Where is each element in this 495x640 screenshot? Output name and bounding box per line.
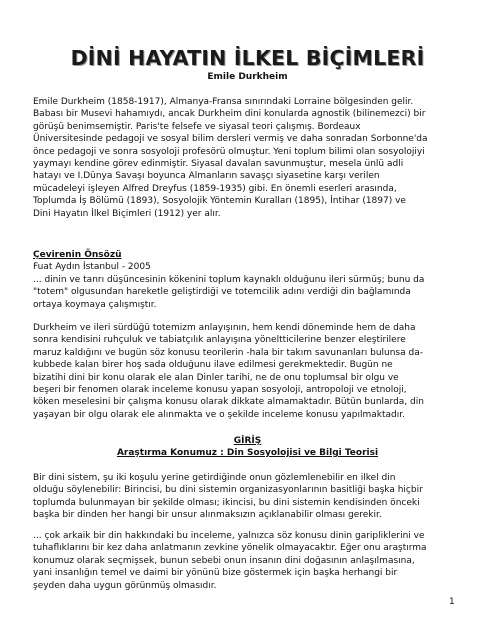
document-title: DİNİ HAYATIN İLKEL BİÇİMLERİ — [70, 46, 425, 70]
durkheim-line: köken meselesini bir çalışma konusu olarak dikkate almamaktadır. Bütün bunlarda, din — [33, 397, 424, 408]
intro-line: Üniversitesinde pedagoji ve sosyal bilim dersleri vermiş ve daha sonradan Sorbonne'da — [33, 134, 428, 145]
translator-line: ... dinin ve tanrı düşüncesinin kökenini toplum kaynaklı olduğunu ileri sürmüş; bunu da — [33, 275, 425, 285]
giris-heading — [0, 436, 495, 446]
giris-subheading-text: Araştırma Konumuz : Din Sosyolojisi ve Bilgi Teorisi — [116, 448, 379, 458]
intro-line: yaymayı kendine görev edinmiştir. Siyasal davalan savunmuştur, mesela ünlü adli — [33, 159, 404, 170]
giris-line: Bir dini sistem, şu iki koşulu yerine getirdiğinde onun gözlemlenebilir en ilkel din — [33, 473, 396, 483]
durkheim-line: maruz kaldığını ve bugün söz konusu teorilerin -hala bir takım savunanları bulunsa da- — [33, 347, 423, 358]
giris-line: yani insanlığın temel ve daimi bir yönünü bize göstermek için başka herhangi bir — [33, 568, 398, 579]
durkheim-line: kubbede kalan birer hoş sada olduğunu ilave edilmesi gerekmektedir. Bugün ne — [33, 360, 393, 371]
durkheim-line: sonra kendisini ruhçuluk ve tabiatçılık anlayışına yöneltticilerine benzer eleştirilere — [33, 335, 406, 346]
durkheim-line: yaşayan bir olgu olarak ele alınmakta ve o şekilde inceleme konusu yapılmaktadır. — [33, 409, 406, 420]
intro-line: Emile Durkheim (1858-1917), Almanya-Fransa sınırındaki Lorraine bölgesinden gelir. — [33, 97, 414, 107]
giris-paragraph-1 — [33, 472, 463, 522]
durkheim-paragraph — [33, 322, 463, 421]
intro-line: önce pedagoji ve sonra sosyoloji profesörü olmuştur. Yeni toplum bilimi olan sosyolojiyi — [33, 146, 425, 157]
intro-line: Babası bir Musevi hahamıydı, ancak Durkheim dini konularda agnostik (bilinemezci) bir — [33, 109, 426, 120]
durkheim-line: bizatihi dini bir konu olarak ele alan Dinler tarihi, ne de onu toplumsal bir olgu ve — [33, 372, 399, 383]
document-author: Emile Durkheim — [207, 72, 288, 82]
giris-line: ... çok arkaik bir din hakkındaki bu inceleme, yalnızca söz konusu dinin garipliklerini ve — [33, 531, 425, 541]
giris-line: toplumda bulunmayan bir şekilde olması; ikincisi, bu dini sistemin kendisinden önceki — [33, 497, 420, 508]
giris-line: olduğu söylenebilir: Birincisi, bu dini sistemin organizasyonlarının basitliği başka hiçbir — [33, 485, 423, 496]
intro-line: hatayı ve I.Dünya Savaşı boyunca Almanların savaşçı siyasetine karşı verilen — [33, 171, 380, 182]
giris-heading-text: GİRİŞ — [233, 436, 262, 446]
translator-paragraph — [33, 274, 463, 311]
durkheim-line: Durkheim ve ileri sürdüğü totemizm anlayışının, hem kendi döneminde hem de daha — [33, 323, 416, 333]
intro-paragraph — [33, 96, 463, 220]
durkheim-line: beşeri bir fenomen olarak inceleme konusu yapan sosyoloji, antropoloji ve etnoloji, — [33, 385, 407, 396]
translator-line: "totem" olgusundan hareketle geliştirdiği ve totemcilik adını verdiği din bağlamında — [33, 287, 411, 298]
giris-line: konumuz olarak seçmişsek, bunun sebebi onun insanın dini doğasının anlaşılmasına, — [33, 555, 415, 566]
intro-line: görüşü benimsemiştir. Paris'te felsefe ve siyasal teori çalışmış. Bordeaux — [33, 121, 361, 132]
intro-line: mücadeleyi işleyen Alfred Dreyfus (1859-1935) gibi. En önemli eserleri arasında, — [33, 183, 397, 194]
translator-name-line: Fuat Aydın İstanbul - 2005 — [33, 262, 151, 272]
giris-line: tuhaflıklarını bir kez daha anlatmanın zevkine yönelik olmayacaktır. Eğer onu araştırma — [33, 543, 427, 554]
intro-line: Dini Hayatın İlkel Biçimleri (1912) yer alır. — [33, 208, 221, 219]
giris-subheading — [0, 448, 495, 458]
translator-line: ortaya koymaya çalışmıştır. — [33, 299, 157, 310]
giris-paragraph-2 — [33, 530, 463, 592]
translator-foreword-heading: Çevirenin Önsözü — [33, 250, 122, 260]
giris-line: başka bir dinden her hangi bir unsur alınmaksızın açıklanabilir olması gerekir. — [33, 510, 382, 521]
page-number: 1 — [449, 597, 455, 607]
intro-line: Toplumda İş Bölümü (1893), Sosyolojik Yöntemin Kuralları (1895), İntihar (1897) ve — [33, 196, 406, 207]
giris-line: şeyden daha uygun görünmüş olmasıdır. — [33, 580, 217, 591]
